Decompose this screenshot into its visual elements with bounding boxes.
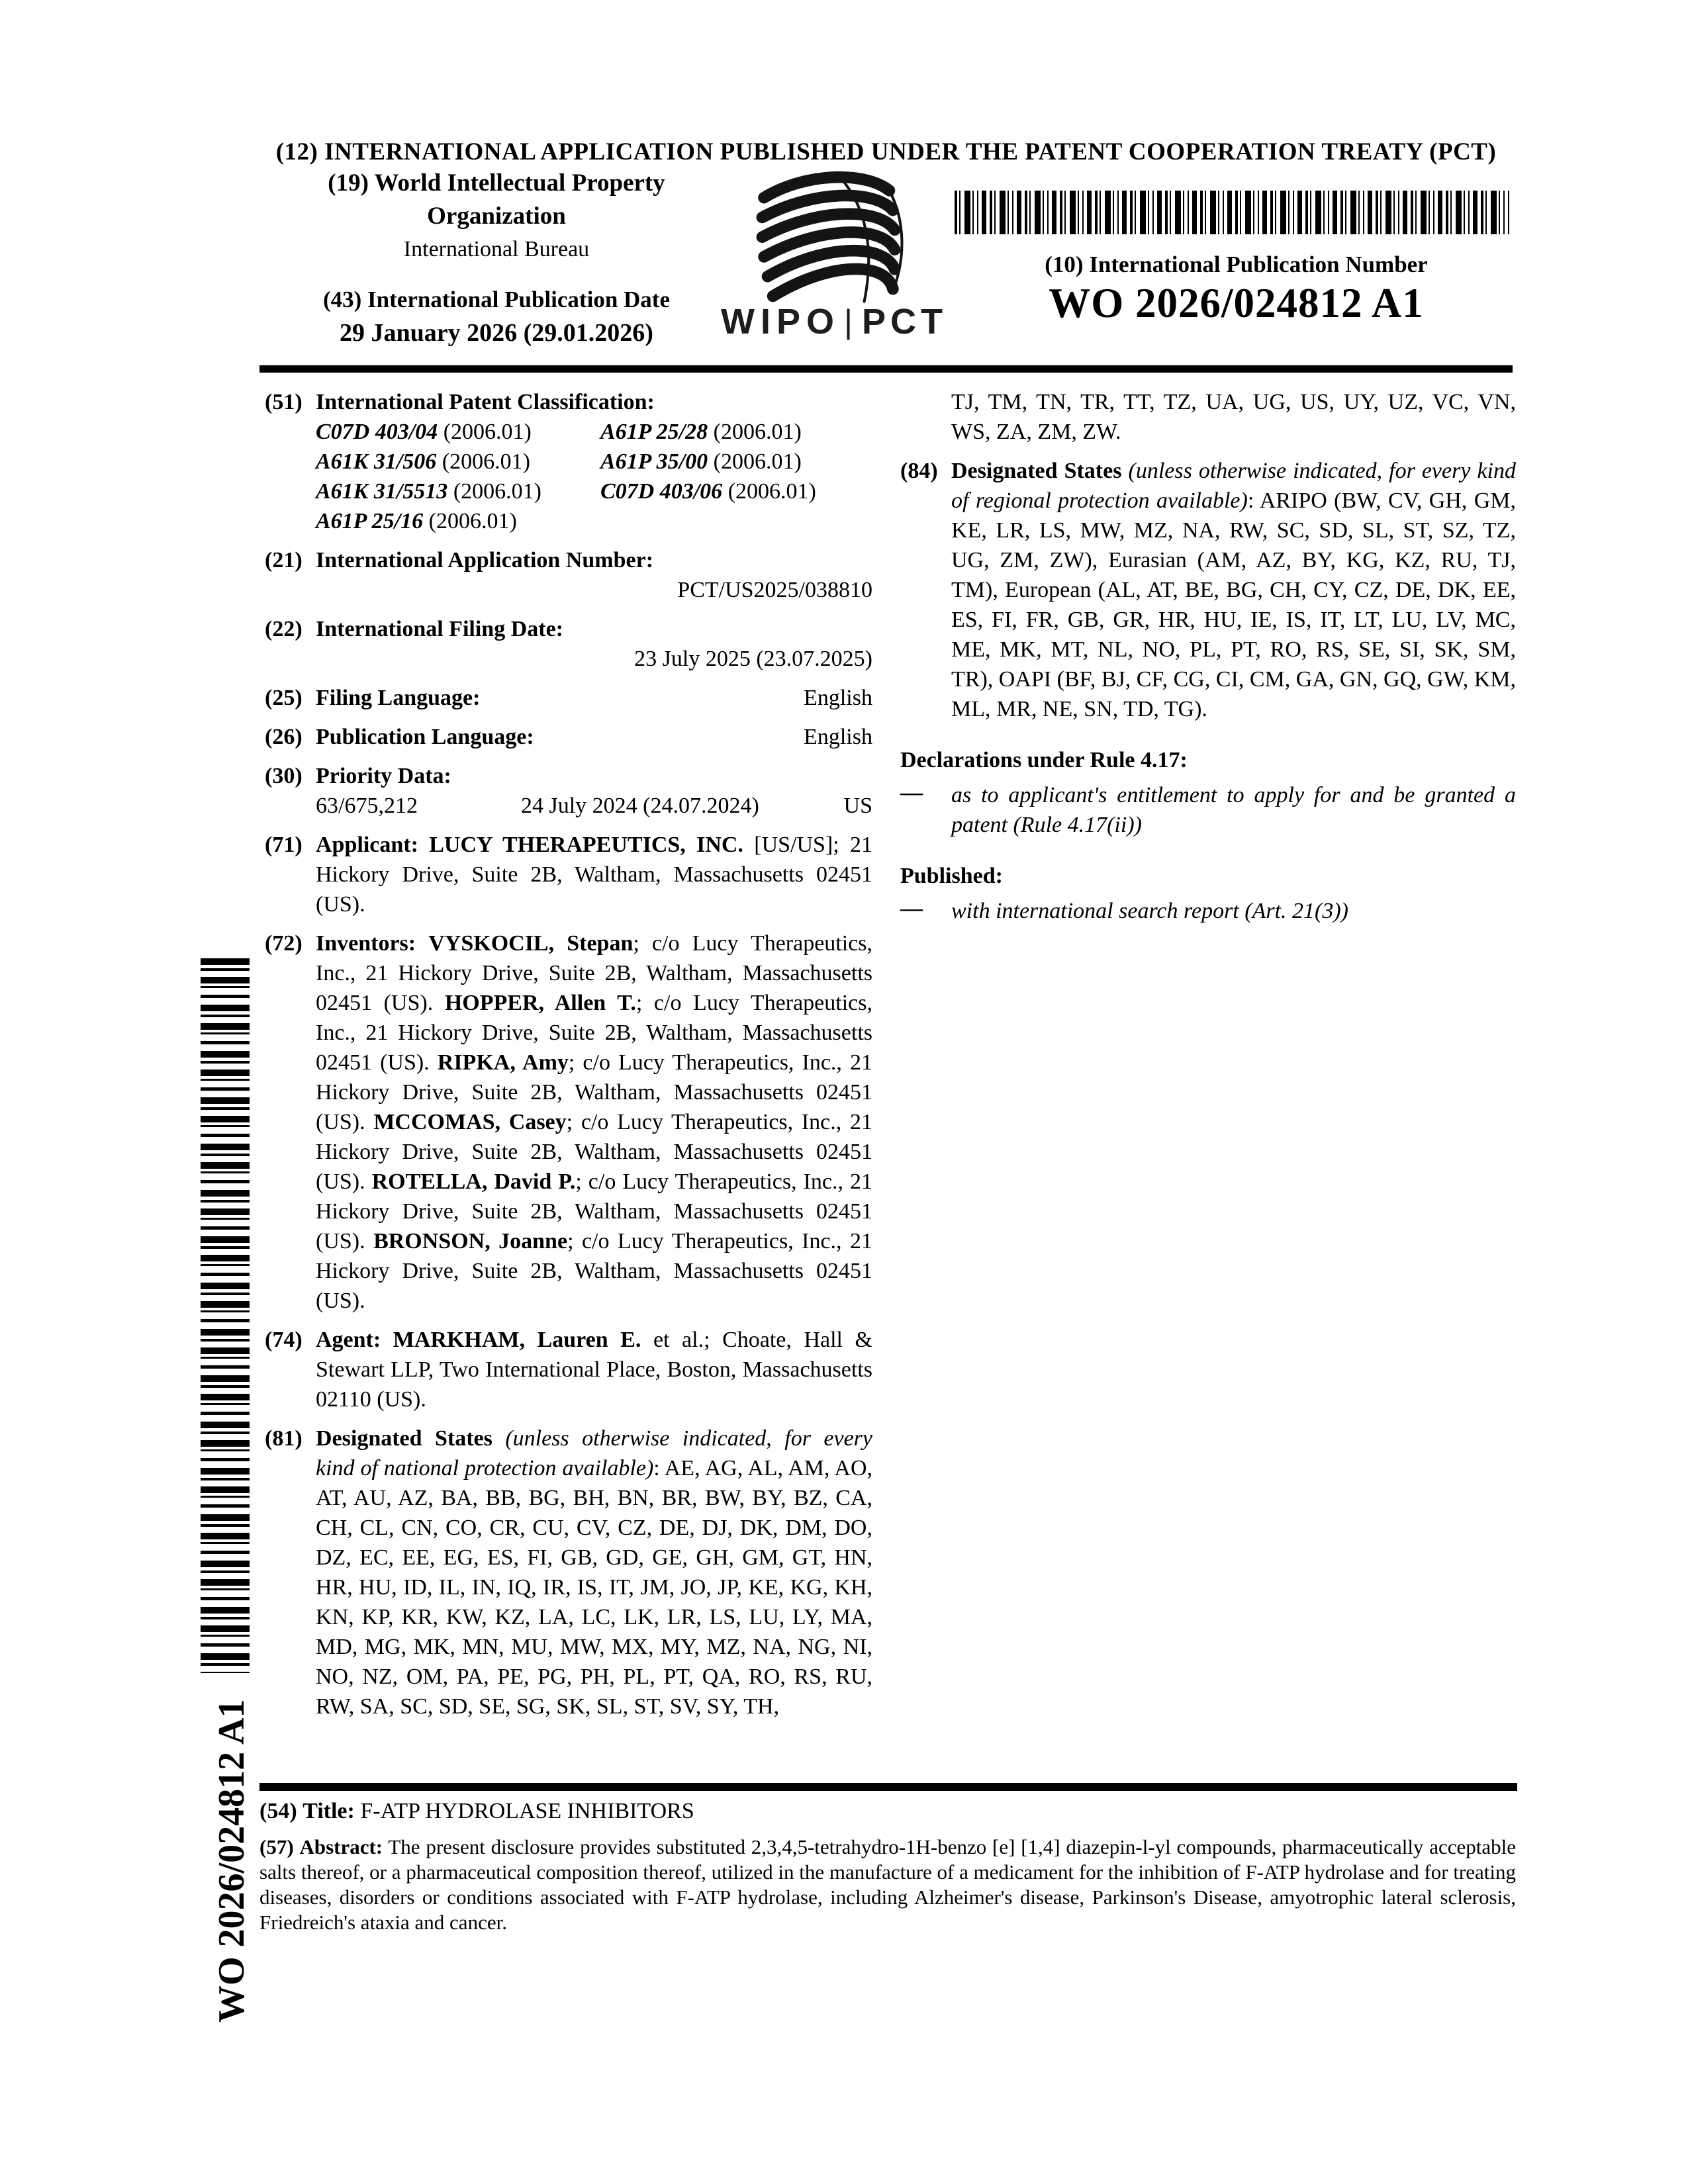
abstract-paragraph: (57) Abstract: The present disclosure provides substituted 2,3,4,5-tetrahydro-1H-benzo [e] [1,4] diazepin-l-yl compounds, pharmaceutically acceptable salts thereof, or a pharmaceutical composition thereof, utilized in the manufacture of a medicament for the inhibition of F-ATP hydrolase and for treating diseases, disorders or conditions associated with F-ATP hydrolase, including Alzheimer's disease, Parkinson's Disease, amyotrophic lateral sclerosis, Friedreich's ataxia and cancer. bbox=[259, 1835, 1516, 1934]
designated-states-regional-label: Designated States bbox=[951, 459, 1122, 483]
org-line3: International Bureau bbox=[403, 237, 590, 261]
priority-date: 24 July 2024 (24.07.2024) bbox=[521, 794, 759, 818]
section-agent: (74) Agent: MARKHAM, Lauren E. et al.; Choate, Hall & Stewart LLP, Two International Place, Boston, Massachusetts 02110 (US). bbox=[265, 1328, 872, 1412]
wipo-logo bbox=[722, 165, 953, 318]
section-publication-language: (26) Publication Language: English bbox=[265, 722, 872, 752]
inventor-address: ; c/o Lucy Therapeutics, Inc., 21 Hickory Drive, Suite 2B, Waltham, Massachusetts 02451 (US). bbox=[316, 1169, 872, 1253]
inventor-name: ROTELLA, David P. bbox=[371, 1169, 576, 1194]
section-ipc: (51) International Patent Classification: C07D 403/04 (2006.01) A61P 25/28 (2006.01) A61K 31/506 (2006.01) A61P 35/00 (2006.01) A61K 31/5513 (2006.01) C07D 403/06 (2006.01) A61P 25/16 (2006.01) bbox=[265, 387, 872, 536]
priority-application: 63/675,212 bbox=[316, 794, 418, 818]
publication-date-block bbox=[265, 283, 728, 349]
priority-data-row bbox=[316, 791, 872, 821]
section-application-number: (21) International Application Number: PCT/US2025/038810 bbox=[265, 545, 872, 605]
designated-states-regional-codes: : ARIPO (BW, CV, GH, GM, KE, LR, LS, MW, MZ, NA, RW, SC, SD, SL, ST, SZ, TZ, UG, ZM, ZW), Eurasian (AM, AZ, BY, KG, KZ, RU, TJ, TM), European (AL, AT, BE, BG, CH, CY, CZ, DE, DK, EE, ES, FI, FR, GB, GR, HR, HU, IE, IS, IT, LT, LU, LV, MC, ME, MK, MT, NL, NO, PL, PT, RO, RS, SE, SI, SK, SM, TR), OAPI (BF, BJ, CF, CG, CI, CM, GA, GN, GQ, GW, KM, ML, MR, NE, SN, TD, TG). bbox=[951, 488, 1516, 721]
filing-date-value: 23 July 2025 (23.07.2025) bbox=[634, 647, 872, 671]
applicant-name: LUCY THERAPEUTICS, INC. bbox=[429, 833, 743, 857]
inventor-name: MCCOMAS, Casey bbox=[373, 1110, 567, 1134]
left-column bbox=[265, 387, 872, 1731]
priority-data-label: Priority Data: bbox=[316, 764, 451, 788]
published-item-text: with international search report (Art. 21(3)) bbox=[951, 899, 1348, 923]
abstract-divider-rule bbox=[259, 1783, 1517, 1791]
application-number-label: International Application Number: bbox=[316, 548, 654, 572]
publication-number-value: WO 2026/024812 A1 bbox=[1049, 280, 1424, 326]
declarations-item bbox=[900, 780, 1516, 840]
wipo-wordmark: WIPO bbox=[721, 302, 840, 341]
ipc-entry: A61K 31/506 (2006.01) bbox=[316, 449, 530, 474]
inventor-address: ; c/o Lucy Therapeutics, Inc., 21 Hickory Drive, Suite 2B, Waltham, Massachusetts 02451 (US). bbox=[316, 1050, 872, 1134]
inventor-address: ; c/o Lucy Therapeutics, Inc., 21 Hickory Drive, Suite 2B, Waltham, Massachusetts 02451 (US). bbox=[316, 991, 872, 1075]
right-column bbox=[900, 387, 1516, 935]
pct-publication-banner: (12) INTERNATIONAL APPLICATION PUBLISHED UNDER THE PATENT COOPERATION TREATY (PCT) bbox=[275, 138, 1497, 165]
priority-country: US bbox=[843, 794, 872, 818]
org-line2: Organization bbox=[427, 203, 566, 230]
filing-date-label: International Filing Date: bbox=[316, 617, 563, 641]
section-applicant: (71) Applicant: LUCY THERAPEUTICS, INC. [US/US]; 21 Hickory Drive, Suite 2B, Waltham, Massachusetts 02451 (US). bbox=[265, 833, 873, 917]
dash-marker: — bbox=[900, 780, 923, 805]
inventor-address: ; c/o Lucy Therapeutics, Inc., 21 Hickory Drive, Suite 2B, Waltham, Massachusetts 02451 (US). bbox=[316, 1229, 872, 1313]
dash-marker: — bbox=[900, 896, 923, 921]
applicant-address: [US/US]; 21 Hickory Drive, Suite 2B, Waltham, Massachusetts 02451 (US). bbox=[316, 833, 873, 917]
designated-states-regional-note: (unless otherwise indicated, for every kind of regional protection available) bbox=[951, 459, 1516, 513]
barcode bbox=[955, 191, 1509, 234]
ipc-label: International Patent Classification: bbox=[316, 390, 655, 414]
publication-number-vertical: WO 2026/024812 A1 bbox=[211, 1699, 252, 2023]
wipo-pct-wordmark bbox=[675, 301, 993, 342]
wipo-org-block bbox=[285, 167, 708, 266]
inventor-address: ; c/o Lucy Therapeutics, Inc., 21 Hickory Drive, Suite 2B, Waltham, Massachusetts 02451 (US). bbox=[316, 931, 873, 1015]
inventor-name: VYSKOCIL, Stepan bbox=[428, 931, 633, 956]
section-designated-states-regional: (84) Designated States (unless otherwise indicated, for every kind of regional protection available): ARIPO (BW, CV, GH, GM, KE, LR, LS, MW, MZ, NA, RW, SC, SD, SL, ST, SZ, TZ, UG, ZM, ZW), Eurasian (AM, AZ, BY, KG, KZ, RU, TJ, TM), European (AL, AT, BE, BG, CH, CY, CZ, DE, DK, EE, ES, FI, FR, GB, GR, HR, HU, IE, IS, IT, LT, LU, LV, MC, ME, MK, MT, NL, NO, PL, PT, RO, RS, SE, SI, SK, SM, TR), OAPI (BF, BJ, CF, CG, CI, CM, GA, GN, GQ, GW, KM, ML, MR, NE, SN, TD, TG). bbox=[900, 459, 1516, 721]
section-designated-states-national: (81) Designated States (unless otherwise indicated, for every kind of national protection available): AE, AG, AL, AM, AO, AT, AU, AZ, BA, BB, BG, BH, BN, BR, BW, BY, BZ, CA, CH, CL, CN, CO, CR, CU, CV, CZ, DE, DJ, DK, DM, DO, DZ, EC, EE, EG, ES, FI, GB, GD, GE, GH, GM, GT, HN, HR, HU, ID, IL, IN, IQ, IR, IS, IT, JM, JO, JP, KE, KG, KH, KN, KP, KR, KW, KZ, LA, LC, LK, LR, LS, LU, LY, MA, MD, MG, MK, MN, MU, MW, MX, MY, MZ, NA, NG, NI, NO, NZ, OM, PA, PE, PG, PH, PL, PT, QA, RO, RS, RU, RW, SA, SC, SD, SE, SG, SK, SL, ST, SV, SY, TH, bbox=[265, 1426, 873, 1719]
section-priority-data: (30) Priority Data: 63/675,212 24 July 2024 (24.07.2024) US bbox=[265, 761, 872, 821]
title-label: Title: bbox=[303, 1799, 355, 1823]
title-line: (54) Title: F-ATP HYDROLASE INHIBITORS bbox=[259, 1799, 694, 1823]
filing-language-value: English bbox=[804, 686, 872, 710]
inventors-label: Inventors: bbox=[316, 931, 416, 956]
publication-number-block bbox=[960, 251, 1513, 328]
abstract-label: Abstract: bbox=[299, 1835, 383, 1858]
inventor-name: HOPPER, Allen T. bbox=[444, 991, 636, 1015]
published-heading: Published: bbox=[900, 864, 1003, 888]
inventor-name: RIPKA, Amy bbox=[437, 1050, 569, 1075]
ipc-entry: A61P 25/28 (2006.01) bbox=[600, 420, 802, 444]
ipc-entry: C07D 403/06 (2006.01) bbox=[600, 479, 816, 504]
agent-label: Agent: bbox=[316, 1328, 381, 1352]
ipc-grid bbox=[316, 417, 872, 536]
pct-wordmark: PCT bbox=[862, 302, 947, 341]
publication-date-label: (43) International Publication Date bbox=[322, 287, 670, 312]
ipc-entry: A61K 31/5513 (2006.01) bbox=[316, 479, 541, 504]
declarations-heading: Declarations under Rule 4.17: bbox=[900, 748, 1188, 772]
application-number-value: PCT/US2025/038810 bbox=[677, 578, 872, 602]
inventor-address: ; c/o Lucy Therapeutics, Inc., 21 Hickory Drive, Suite 2B, Waltham, Massachusetts 02451 (US). bbox=[316, 1110, 873, 1194]
section-inventors: (72) Inventors: VYSKOCIL, Stepan; c/o Lucy Therapeutics, Inc., 21 Hickory Drive, Suite 2B, Waltham, Massachusetts 02451 (US). HOPPER, Allen T.; c/o Lucy Therapeutics, Inc., 21 Hickory Drive, Suite 2B, Waltham, Massachusetts 02451 (US). RIPKA, Amy; c/o Lucy Therapeutics, Inc., 21 Hickory Drive, Suite 2B, Waltham, Massachusetts 02451 (US). MCCOMAS, Casey; c/o Lucy Therapeutics, Inc., 21 Hickory Drive, Suite 2B, Waltham, Massachusetts 02451 (US). ROTELLA, David P.; c/o Lucy Therapeutics, Inc., 21 Hickory Drive, Suite 2B, Waltham, Massachusetts 02451 (US). BRONSON, Joanne; c/o Lucy Therapeutics, Inc., 21 Hickory Drive, Suite 2B, Waltham, Massachusetts 02451 (US). bbox=[265, 931, 873, 1313]
agent-address: et al.; Choate, Hall & Stewart LLP, Two International Place, Boston, Massachusetts 02110 (US). bbox=[316, 1328, 872, 1412]
header-divider-rule bbox=[259, 365, 1513, 373]
section-filing-date: (22) International Filing Date: 23 July 2025 (23.07.2025) bbox=[265, 614, 872, 674]
designated-states-codes: : AE, AG, AL, AM, AO, AT, AU, AZ, BA, BB, BG, BH, BN, BR, BW, BY, BZ, CA, CH, CL, CN, CO, CR, CU, CV, CZ, DE, DJ, DK, DM, DO, DZ, EC, EE, EG, ES, FI, GB, GD, GE, GH, GM, GT, HN, HR, HU, ID, IL, IN, IQ, IR, IS, IT, JM, JO, JP, KE, KG, KH, KN, KP, KR, KW, KZ, LA, LC, LK, LR, LS, LU, LY, MA, MD, MG, MK, MN, MU, MW, MX, MY, MZ, NA, NG, NI, NO, NZ, OM, PA, PE, PG, PH, PL, PT, QA, RO, RS, RU, RW, SA, SC, SD, SE, SG, SK, SL, ST, SV, SY, TH, bbox=[316, 1456, 873, 1719]
inventor-name: BRONSON, Joanne bbox=[373, 1229, 568, 1253]
ipc-entry: A61P 35/00 (2006.01) bbox=[600, 449, 802, 474]
applicant-label: Applicant: bbox=[316, 833, 418, 857]
publication-date-value: 29 January 2026 (29.01.2026) bbox=[340, 319, 653, 347]
org-line1: (19) World Intellectual Property bbox=[328, 169, 665, 197]
publication-number-label: (10) International Publication Number bbox=[1045, 251, 1428, 277]
section-filing-language: (25) Filing Language: English bbox=[265, 683, 872, 713]
designated-states-national-continued: TJ, TM, TN, TR, TT, TZ, UA, UG, US, UY, UZ, VC, VN, WS, ZA, ZM, ZW. bbox=[951, 390, 1516, 444]
title-value: F-ATP HYDROLASE INHIBITORS bbox=[360, 1799, 694, 1823]
wordmark-divider: | bbox=[844, 303, 853, 340]
agent-name: MARKHAM, Lauren E. bbox=[393, 1328, 641, 1352]
publication-language-label: Publication Language: bbox=[316, 725, 534, 749]
publication-language-value: English bbox=[804, 725, 872, 749]
ipc-entry: A61P 25/16 (2006.01) bbox=[316, 509, 517, 533]
filing-language-label: Filing Language: bbox=[316, 686, 481, 710]
designated-states-label: Designated States bbox=[316, 1426, 492, 1451]
declarations-item-text: as to applicant's entitlement to apply for and be granted a patent (Rule 4.17(ii)) bbox=[951, 783, 1516, 837]
abstract-text: The present disclosure provides substituted 2,3,4,5-tetrahydro-1H-benzo [e] [1,4] diazepin-l-yl compounds, pharmaceutically acceptable salts thereof, or a pharmaceutical composition thereof, utilized in the manufacture of a medicament for the inhibition of F-ATP hydrolase and for treating diseases, disorders or conditions associated with F-ATP hydrolase, including Alzheimer's disease, Parkinson's Disease, amyotrophic lateral sclerosis, Friedreich's ataxia and cancer. bbox=[259, 1835, 1516, 1934]
published-item bbox=[900, 896, 1516, 926]
designated-states-note: (unless otherwise indicated, for every kind of national protection available) bbox=[316, 1426, 872, 1480]
ipc-entry: C07D 403/04 (2006.01) bbox=[316, 420, 532, 444]
barcode-vertical bbox=[201, 958, 250, 1673]
